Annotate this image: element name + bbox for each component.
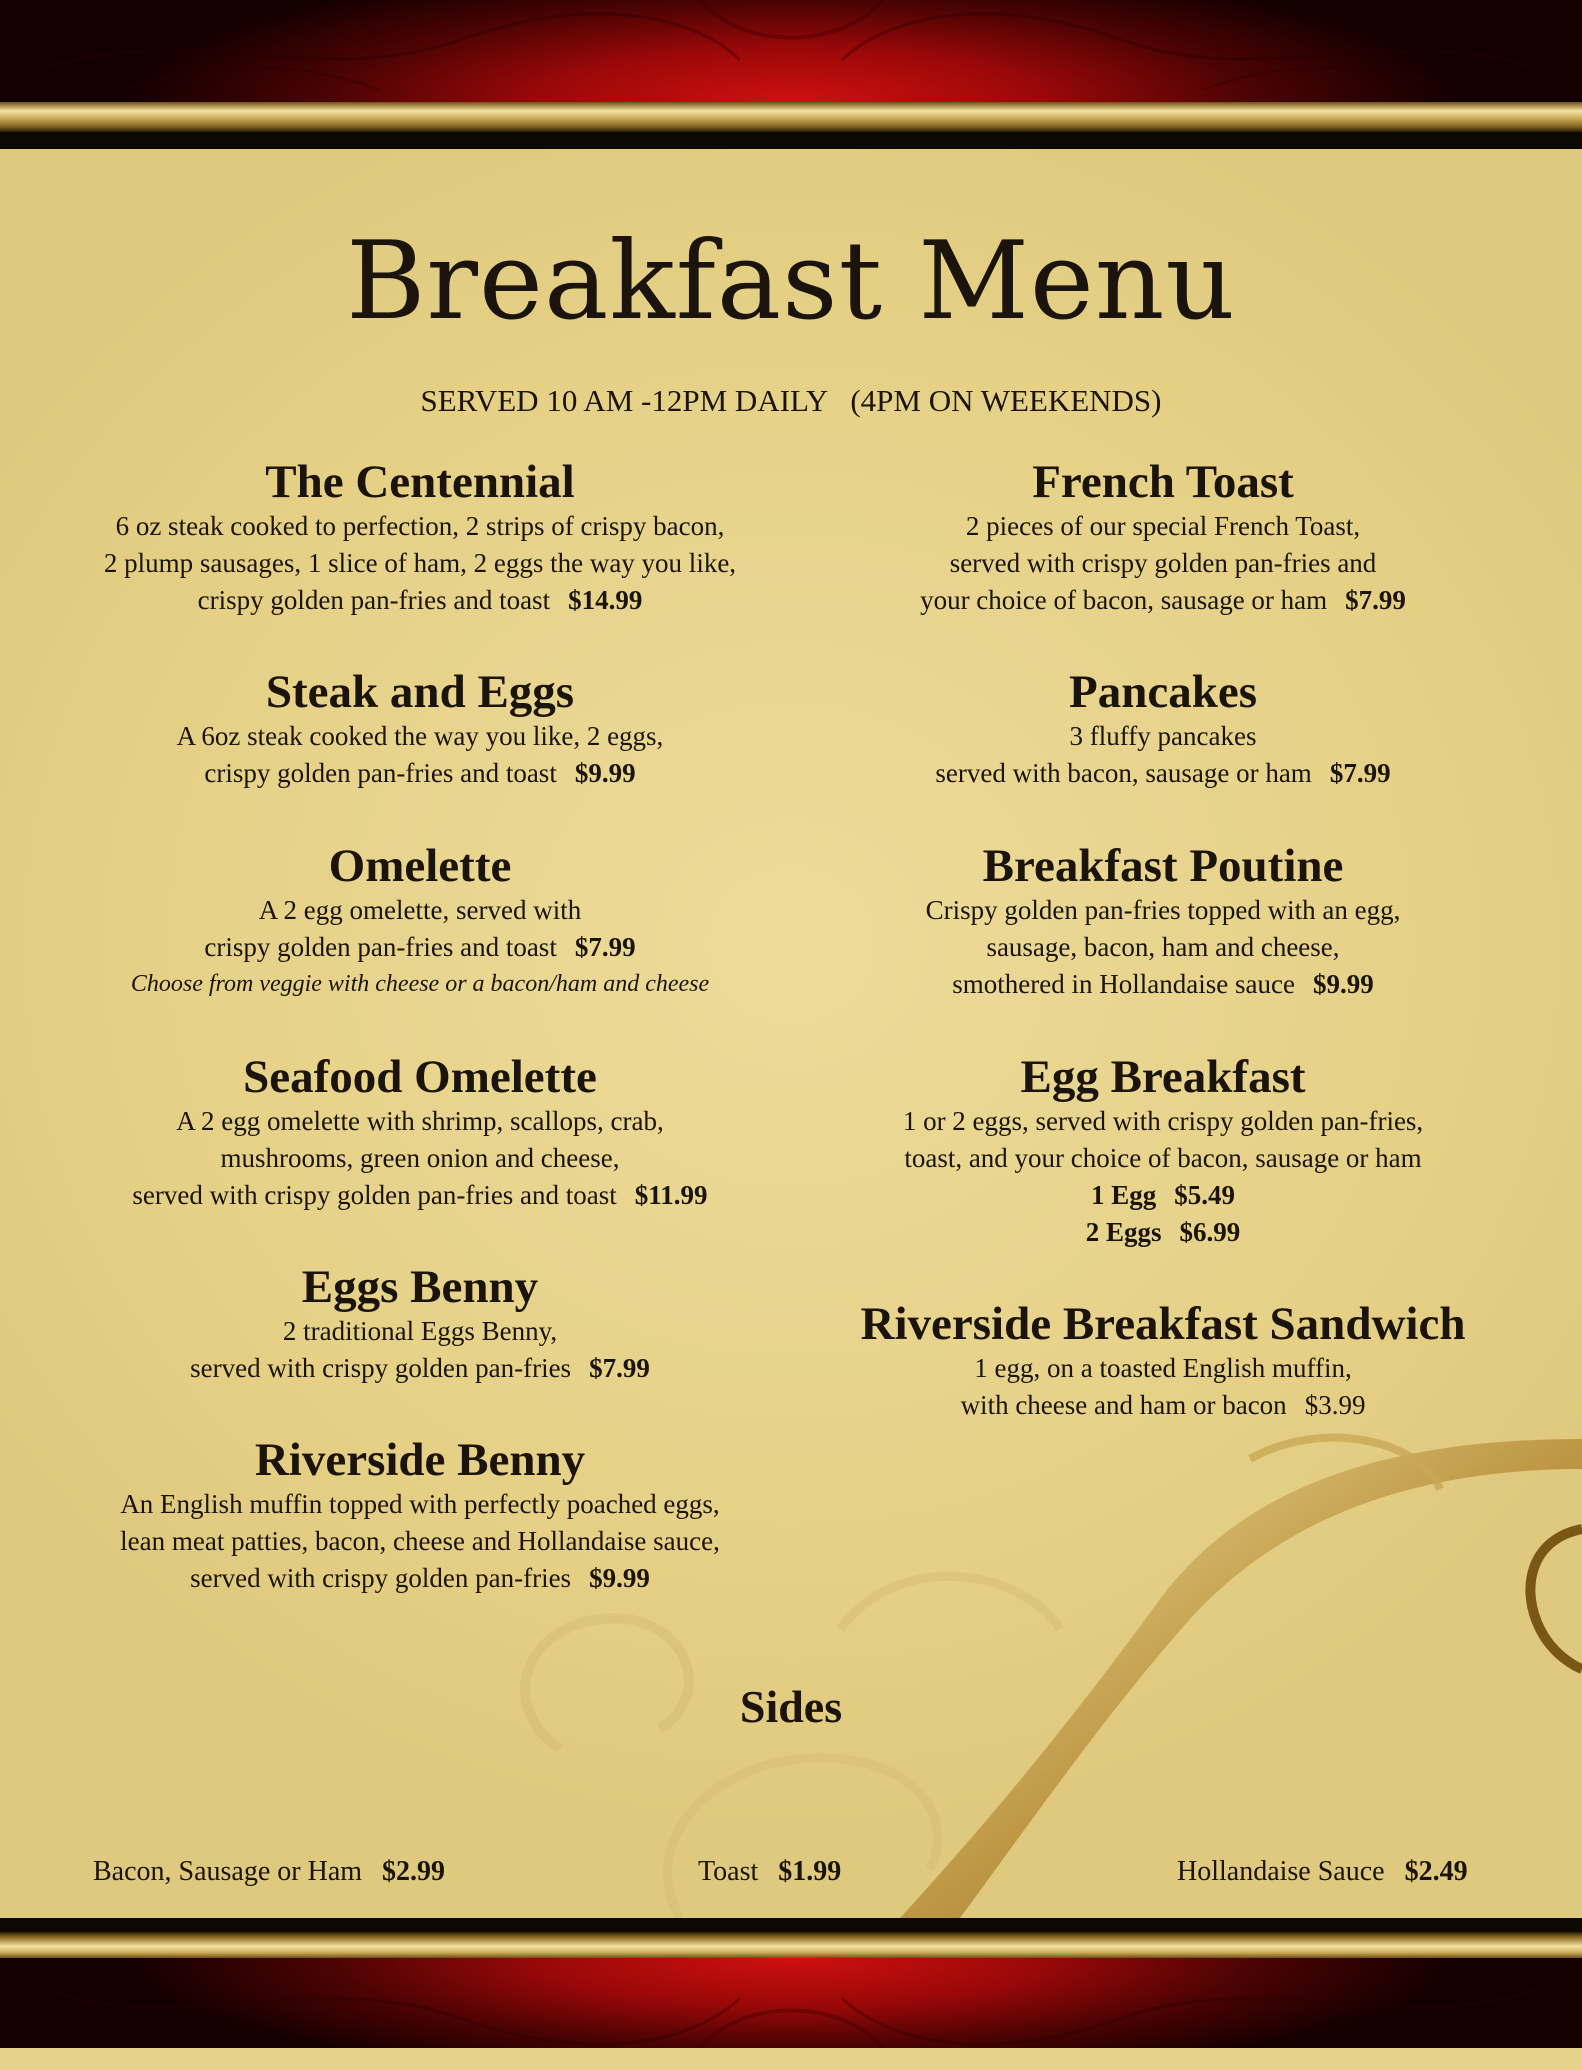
menu-item-description: 2 traditional Eggs Benny, <box>282 1316 558 1346</box>
menu-item-price: $7.99 <box>589 1353 650 1383</box>
service-hours: SERVED 10 AM -12PM DAILY (4PM ON WEEKENDS) <box>420 383 1162 418</box>
menu-item <box>770 666 1556 792</box>
menu-item-name: Breakfast Poutine <box>982 840 1344 892</box>
menu-item <box>770 456 1556 619</box>
menu-item-description: served with crispy golden pan-fries <box>190 1563 572 1593</box>
menu-item-description: with cheese and ham or bacon <box>960 1390 1287 1420</box>
top-gold-rule <box>0 102 1582 132</box>
menu-item-name: Egg Breakfast <box>1020 1051 1306 1103</box>
menu-item <box>770 1051 1556 1251</box>
menu-item <box>30 840 810 1003</box>
menu-item-name: French Toast <box>1032 456 1294 508</box>
menu-item-description: crispy golden pan-fries and toast <box>204 932 557 962</box>
menu-item-price: $14.99 <box>568 585 643 615</box>
menu-item-name: Riverside Benny <box>254 1434 586 1486</box>
menu-item-name: The Centennial <box>265 456 575 508</box>
sides-heading: Sides <box>739 1681 843 1732</box>
menu-item <box>770 1298 1556 1424</box>
side-item <box>698 1850 952 1894</box>
menu-item <box>30 1261 810 1387</box>
menu-item-description: Crispy golden pan-fries topped with an egg, <box>925 895 1401 925</box>
option-label: 1 Egg <box>1090 1180 1157 1210</box>
menu-item-description: served with crispy golden pan-fries and toast <box>132 1180 617 1210</box>
menu-item-name: Steak and Eggs <box>265 666 575 718</box>
option-price: $6.99 <box>1179 1217 1241 1247</box>
menu-item-description: 2 pieces of our special French Toast, <box>965 511 1361 541</box>
menu-item-description: toast, and your choice of bacon, sausage or ham <box>904 1143 1422 1173</box>
menu-item-description: A 6oz steak cooked the way you like, 2 eggs, <box>176 721 664 751</box>
side-item-name: Bacon, Sausage or Ham <box>93 1856 363 1887</box>
menu-item-description: lean meat patties, bacon, cheese and Hollandaise sauce, <box>120 1526 720 1556</box>
menu-item-price: $3.99 <box>1304 1390 1366 1420</box>
menu-item-description: smothered in Hollandaise sauce <box>952 969 1295 999</box>
option-label: 2 Eggs <box>1085 1217 1162 1247</box>
menu-item-price: $7.99 <box>1345 585 1406 615</box>
menu-item-description: A 2 egg omelette, served with <box>258 895 582 925</box>
menu-item-description: 1 or 2 eggs, served with crispy golden pan-fries, <box>902 1106 1424 1136</box>
menu-item-description: 1 egg, on a toasted English muffin, <box>974 1353 1352 1383</box>
top-ornament-flourish <box>0 0 1582 102</box>
menu-item-price: $9.99 <box>589 1563 650 1593</box>
menu-title: Breakfast Menu <box>346 219 1236 344</box>
menu-item-description: sausage, bacon, ham and cheese, <box>986 932 1340 962</box>
menu-item-note: Choose from veggie with cheese or a bacon/ham and cheese <box>130 971 710 997</box>
menu-item <box>30 1051 810 1214</box>
bottom-gold-rule <box>0 1932 1582 1958</box>
menu-item <box>30 666 810 792</box>
menu-item-name: Omelette <box>328 840 512 892</box>
menu-item-name: Riverside Breakfast Sandwich <box>860 1298 1466 1350</box>
menu-item-description: crispy golden pan-fries and toast <box>197 585 551 615</box>
side-item-price: $1.99 <box>778 1856 842 1887</box>
menu-item-price: $7.99 <box>1329 758 1391 788</box>
option-price: $5.49 <box>1174 1180 1235 1210</box>
menu-item-description: served with crispy golden pan-fries <box>190 1353 572 1383</box>
menu-item-name: Eggs Benny <box>301 1261 539 1313</box>
menu-item-name: Seafood Omelette <box>243 1051 597 1103</box>
top-black-rule <box>0 132 1582 149</box>
menu-item-description: A 2 egg omelette with shrimp, scallops, crab, <box>176 1106 664 1136</box>
menu-item <box>30 456 810 619</box>
side-item-price: $2.99 <box>382 1856 446 1887</box>
menu-item <box>770 840 1556 1003</box>
menu-item <box>30 1434 810 1597</box>
menu-item-price: $11.99 <box>634 1180 708 1210</box>
menu-item-description: crispy golden pan-fries and toast <box>204 758 557 788</box>
menu-item-description: served with bacon, sausage or ham <box>935 758 1312 788</box>
top-red-band <box>0 0 1582 102</box>
menu-item-description: served with crispy golden pan-fries and <box>949 548 1377 578</box>
bottom-black-rule <box>0 1918 1582 1932</box>
side-item-price: $2.49 <box>1404 1856 1468 1887</box>
menu-item-description: your choice of bacon, sausage or ham <box>920 585 1328 615</box>
menu-item-price: $7.99 <box>574 932 636 962</box>
menu-item-description: mushrooms, green onion and cheese, <box>220 1143 620 1173</box>
menu-item-description: 6 oz steak cooked to perfection, 2 strips of crispy bacon, <box>115 511 725 541</box>
bottom-red-band <box>0 1958 1582 2048</box>
bottom-ornament-flourish <box>0 1958 1582 2048</box>
side-item-name: Toast <box>698 1856 759 1887</box>
menu-item-name: Pancakes <box>1069 666 1257 718</box>
side-item-name: Hollandaise Sauce <box>1177 1856 1385 1887</box>
menu-item-description: An English muffin topped with perfectly poached eggs, <box>120 1489 720 1519</box>
side-item <box>93 1850 445 1894</box>
menu-item-price: $9.99 <box>1312 969 1374 999</box>
menu-item-price: $9.99 <box>574 758 636 788</box>
menu-item-description: 3 fluffy pancakes <box>1069 721 1257 751</box>
menu-item-description: 2 plump sausages, 1 slice of ham, 2 eggs the way you like, <box>103 548 737 578</box>
side-item <box>1177 1850 1468 1894</box>
